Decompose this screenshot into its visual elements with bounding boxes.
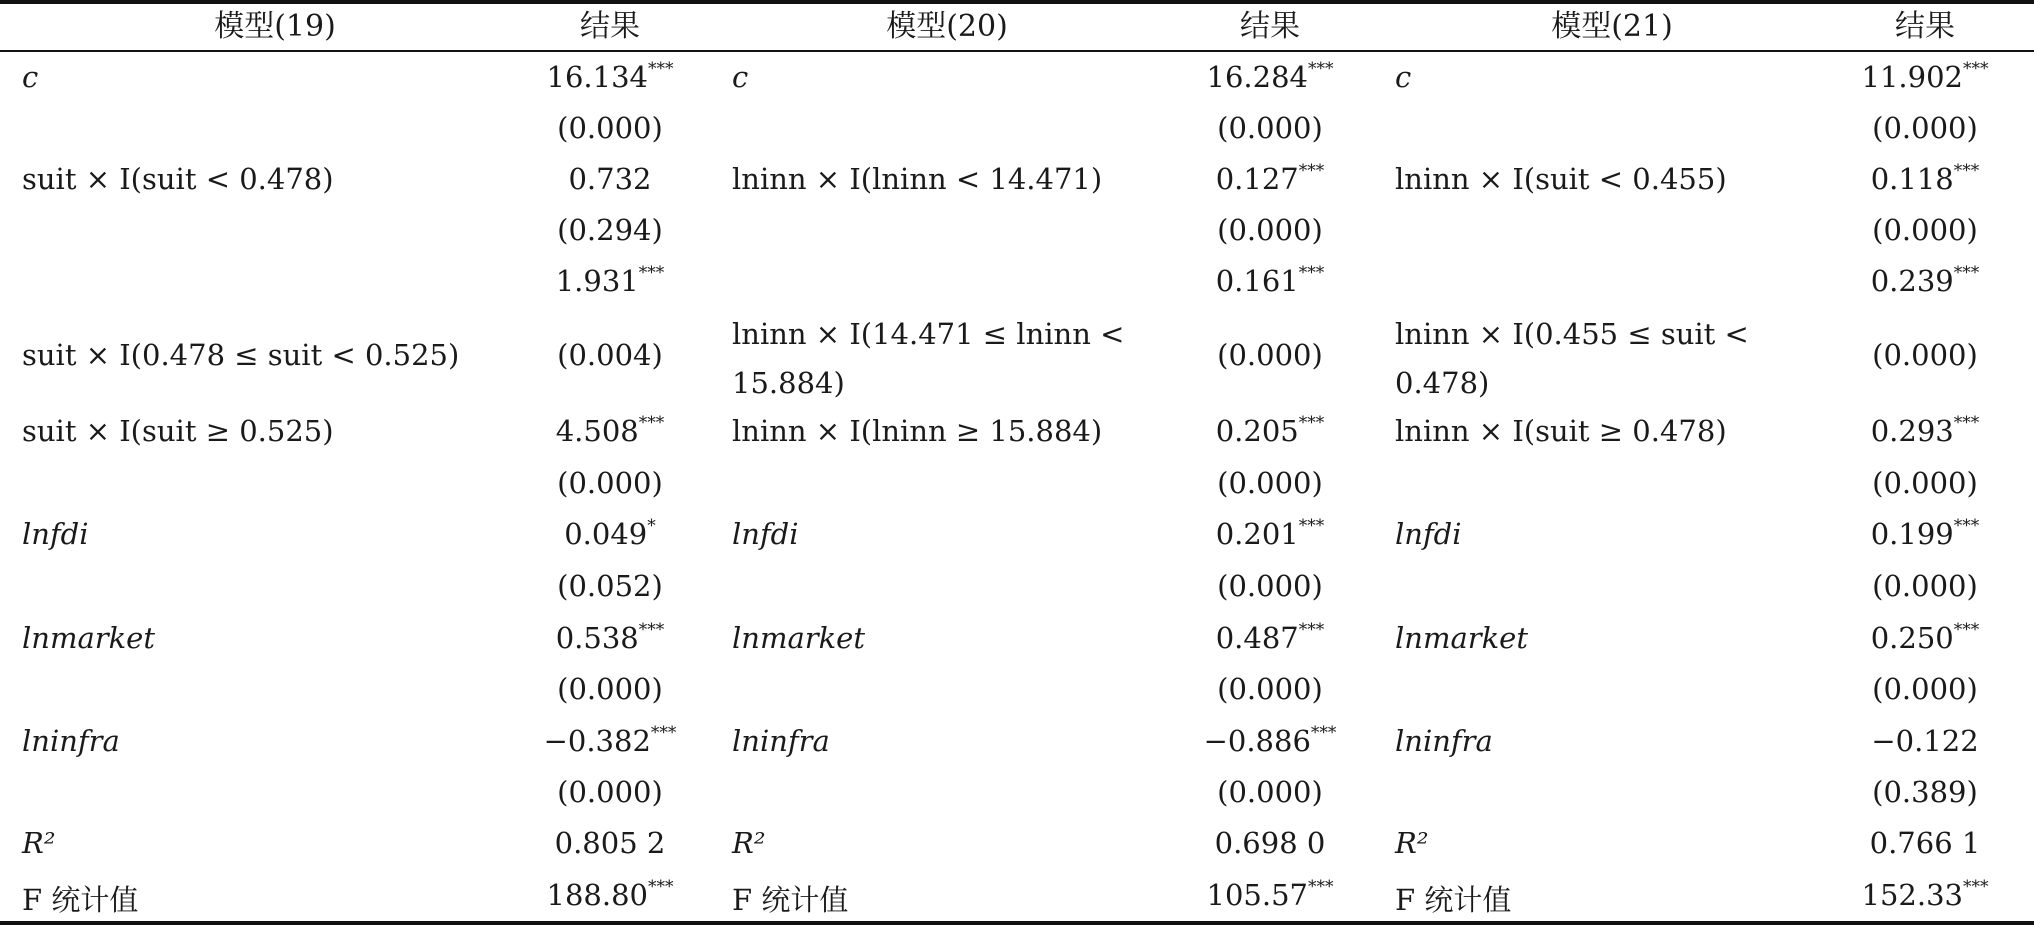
row-value-m21: 0.766 1 <box>1869 826 1981 860</box>
row-value-m21: 152.33*** <box>1861 877 1989 912</box>
row-value-m21: 0.293*** <box>1870 413 1980 448</box>
header-model-19: 模型(19) <box>214 9 336 44</box>
row-pvalue-m20: (0.000) <box>1217 672 1323 706</box>
row-label-m20: lnmarket <box>732 621 865 655</box>
row-value-m19: 0.732 <box>568 162 652 196</box>
row-label-m21: lnfdi <box>1395 517 1462 551</box>
row-label-m20: F 统计值 <box>732 883 849 917</box>
row-label-m21: F 统计值 <box>1395 883 1512 917</box>
row-label-m19: suit × I(suit ≥ 0.525) <box>22 414 334 448</box>
row-value-m19: 0.538*** <box>555 620 665 655</box>
row-pvalue-m20: (0.000) <box>1217 775 1323 809</box>
row-pvalue-m19: (0.294) <box>557 213 663 247</box>
row-label-m20: R² <box>732 826 766 860</box>
row-pvalue-m20: (0.000) <box>1217 466 1323 500</box>
row-pvalue-m19: (0.000) <box>557 775 663 809</box>
row-label-m20: lninfra <box>732 724 830 758</box>
header-result-1: 结果 <box>580 9 640 44</box>
row-value-m21: 11.902*** <box>1861 59 1989 94</box>
row-pvalue-m20: (0.000) <box>1217 111 1323 145</box>
header-result-3: 结果 <box>1895 9 1955 44</box>
row-pvalue-m21: (0.000) <box>1872 338 1978 372</box>
row-value-m19: 188.80*** <box>546 877 674 912</box>
table-header-rule <box>0 50 2034 52</box>
row-value-m19: 0.805 2 <box>554 826 666 860</box>
row-pvalue-m21: (0.000) <box>1872 111 1978 145</box>
row-pvalue-m21: (0.000) <box>1872 672 1978 706</box>
header-model-21: 模型(21) <box>1551 9 1673 44</box>
row-pvalue-m19: (0.052) <box>557 569 663 603</box>
row-pvalue-m20: (0.000) <box>1217 213 1323 247</box>
row-label-m19: lninfra <box>22 724 120 758</box>
row-value-m20: 16.284*** <box>1206 59 1334 94</box>
row-value-m21: 0.199*** <box>1870 516 1980 551</box>
row-value-m20: 0.161*** <box>1215 263 1325 298</box>
row-label-m19: lnmarket <box>22 621 155 655</box>
row-label-m20: lninn × I(14.471 ≤ lninn < 15.884) <box>732 317 1125 400</box>
row-label-m19: F 统计值 <box>22 883 139 917</box>
row-label-m20: lninn × I(lninn ≥ 15.884) <box>732 414 1103 448</box>
row-label-m21: lninn × I(0.455 ≤ suit < 0.478) <box>1395 317 1749 400</box>
row-value-m21: 0.239*** <box>1870 263 1980 298</box>
row-value-m21: −0.122 <box>1871 724 1979 758</box>
row-label-m19: lnfdi <box>22 517 89 551</box>
row-label-m21: R² <box>1395 826 1429 860</box>
row-label-m21: c <box>1395 60 1412 94</box>
row-pvalue-m19: (0.000) <box>557 672 663 706</box>
row-label-m19: R² <box>22 826 56 860</box>
row-label-m19: c <box>22 60 39 94</box>
row-label-m20: lnfdi <box>732 517 799 551</box>
row-value-m20: 0.127*** <box>1215 161 1325 196</box>
row-value-m19: 0.049* <box>564 516 656 551</box>
row-pvalue-m19: (0.000) <box>557 466 663 500</box>
row-value-m20: 0.487*** <box>1215 620 1325 655</box>
row-pvalue-m20: (0.000) <box>1217 338 1323 372</box>
row-pvalue-m21: (0.000) <box>1872 466 1978 500</box>
table-bottom-rule <box>0 921 2034 925</box>
row-label-m21: lninfra <box>1395 724 1493 758</box>
row-value-m19: −0.382*** <box>543 723 677 758</box>
row-value-m20: 0.201*** <box>1215 516 1325 551</box>
row-pvalue-m21: (0.000) <box>1872 213 1978 247</box>
row-value-m21: 0.250*** <box>1870 620 1980 655</box>
row-value-m20: −0.886*** <box>1203 723 1337 758</box>
row-label-m20: lninn × I(lninn < 14.471) <box>732 162 1103 196</box>
row-label-m19: suit × I(0.478 ≤ suit < 0.525) <box>22 338 460 372</box>
row-pvalue-m21: (0.389) <box>1872 775 1978 809</box>
row-value-m20: 0.205*** <box>1215 413 1325 448</box>
row-label-m21: lninn × I(suit ≥ 0.478) <box>1395 414 1727 448</box>
row-pvalue-m21: (0.000) <box>1872 569 1978 603</box>
row-value-m20: 105.57*** <box>1206 877 1334 912</box>
row-pvalue-m19: (0.000) <box>557 111 663 145</box>
row-pvalue-m20: (0.000) <box>1217 569 1323 603</box>
header-model-20: 模型(20) <box>886 9 1008 44</box>
row-label-m19: suit × I(suit < 0.478) <box>22 162 334 196</box>
row-value-m19: 4.508*** <box>555 413 665 448</box>
row-value-m21: 0.118*** <box>1870 161 1980 196</box>
row-label-m21: lninn × I(suit < 0.455) <box>1395 162 1727 196</box>
header-result-2: 结果 <box>1240 9 1300 44</box>
row-label-m20: c <box>732 60 749 94</box>
row-value-m20: 0.698 0 <box>1214 826 1326 860</box>
row-pvalue-m19: (0.004) <box>557 338 663 372</box>
row-label-m21: lnmarket <box>1395 621 1528 655</box>
row-value-m19: 1.931*** <box>555 263 665 298</box>
row-value-m19: 16.134*** <box>546 59 674 94</box>
